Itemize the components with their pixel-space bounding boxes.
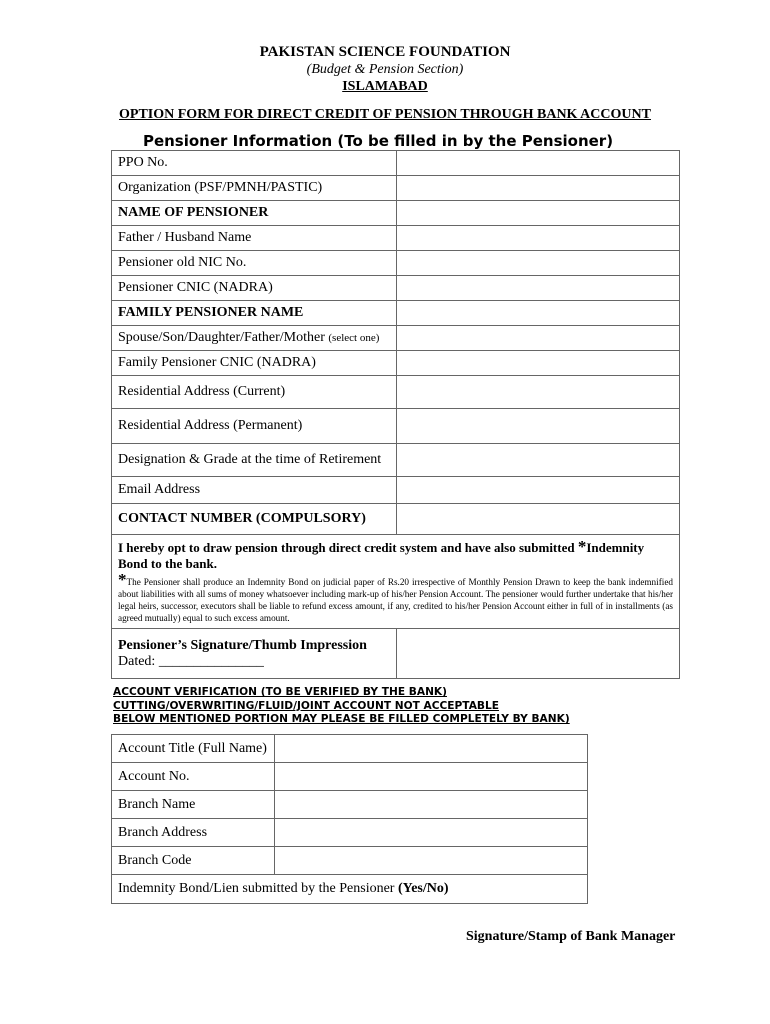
declaration xyxy=(112,535,680,629)
family-cnic-input[interactable] xyxy=(397,351,680,376)
field-label: Account No. xyxy=(112,763,275,791)
account-title-input[interactable] xyxy=(275,735,588,763)
field-label: Branch Name xyxy=(112,791,275,819)
dated-field[interactable]: Dated: _______________ xyxy=(118,653,264,669)
old-nic-input[interactable] xyxy=(397,251,680,276)
designation-input[interactable] xyxy=(397,444,680,477)
branch-address-input[interactable] xyxy=(275,819,588,847)
form-title: OPTION FORM FOR DIRECT CREDIT OF PENSION THROUGH BANK ACCOUNT xyxy=(119,107,651,122)
field-label: Pensioner old NIC No. xyxy=(112,251,397,276)
yes-no: (Yes/No) xyxy=(397,881,449,896)
pensioner-info-table xyxy=(111,150,680,679)
bank-notice-line: ACCOUNT VERIFICATION (TO BE VERIFIED BY THE BANK) xyxy=(113,686,447,698)
signature-input[interactable] xyxy=(397,629,680,679)
branch-code-input[interactable] xyxy=(275,847,588,875)
bank-verification-table xyxy=(111,734,588,904)
field-label: Family Pensioner CNIC (NADRA) xyxy=(112,351,397,376)
current-address-input[interactable] xyxy=(397,376,680,409)
indemnity-label: Indemnity Bond/Lien submitted by the Pensioner xyxy=(118,881,398,896)
signature-label: Pensioner’s Signature/Thumb Impression xyxy=(118,637,367,653)
contact-number-input[interactable] xyxy=(397,504,680,535)
field-label: Branch Code xyxy=(112,847,275,875)
field-label: Residential Address (Permanent) xyxy=(112,409,397,444)
field-label: Email Address xyxy=(112,477,397,504)
indemnity-row[interactable] xyxy=(112,875,588,904)
pensioner-name-input[interactable] xyxy=(397,201,680,226)
declaration-text-end: Indemnity Bond to the bank. xyxy=(118,540,645,571)
section-name: (Budget & Pension Section) xyxy=(306,62,464,77)
field-label: Account Title (Full Name) xyxy=(112,735,275,763)
indemnity-note: The Pensioner shall produce an Indemnity Bond on judicial paper of Rs.20 irrespective of Monthly Pension Drawn to keep the bank indemnified about liabilities with all sums of money whatsoever including mark-up of his/her Pension Account. The pensioner would further undertake that his/her legal heirs, successor, executors shall be liable to refund excess amount, if any, credited to his/her Pension Account either in full of in installments (as agreed mutually) equal to such excess amount. xyxy=(118,577,673,623)
signature-cell xyxy=(112,629,397,679)
family-pensioner-name-input[interactable] xyxy=(397,301,680,326)
account-no-input[interactable] xyxy=(275,763,588,791)
bank-manager-signature: Signature/Stamp of Bank Manager xyxy=(466,929,676,944)
field-label: Residential Address (Current) xyxy=(112,376,397,409)
org-name: PAKISTAN SCIENCE FOUNDATION xyxy=(259,44,511,60)
field-label: NAME OF PENSIONER xyxy=(112,201,397,226)
city: ISLAMABAD xyxy=(342,79,428,94)
field-label: Pensioner CNIC (NADRA) xyxy=(112,276,397,301)
field-label: Designation & Grade at the time of Retirement xyxy=(112,444,397,477)
field-label: CONTACT NUMBER (COMPULSORY) xyxy=(112,504,397,535)
cnic-input[interactable] xyxy=(397,276,680,301)
branch-name-input[interactable] xyxy=(275,791,588,819)
asterisk: * xyxy=(577,537,587,556)
bank-notice-line: BELOW MENTIONED PORTION MAY PLEASE BE FILLED COMPLETELY BY BANK) xyxy=(113,713,570,725)
organization-input[interactable] xyxy=(397,176,680,201)
section-subtitle: Pensioner Information (To be filled in by the Pensioner) xyxy=(142,132,614,150)
permanent-address-input[interactable] xyxy=(397,409,680,444)
father-husband-input[interactable] xyxy=(397,226,680,251)
field-label xyxy=(112,326,397,351)
select-one-hint: (select one) xyxy=(328,332,380,344)
relation-input[interactable] xyxy=(397,326,680,351)
field-label: Father / Husband Name xyxy=(112,226,397,251)
declaration-text: I hereby opt to draw pension through direct credit system and have also submitted xyxy=(118,540,578,555)
relation-label: Spouse/Son/Daughter/Father/Mother xyxy=(118,330,325,345)
field-label: PPO No. xyxy=(112,151,397,176)
bank-notice-line: CUTTING/OVERWRITING/FLUID/JOINT ACCOUNT NOT ACCEPTABLE xyxy=(113,699,499,712)
email-input[interactable] xyxy=(397,477,680,504)
field-label: Branch Address xyxy=(112,819,275,847)
field-label: FAMILY PENSIONER NAME xyxy=(112,301,397,326)
asterisk: * xyxy=(118,570,127,589)
field-label: Organization (PSF/PMNH/PASTIC) xyxy=(112,176,397,201)
ppo-input[interactable] xyxy=(397,151,680,176)
bank-notice xyxy=(113,686,570,727)
